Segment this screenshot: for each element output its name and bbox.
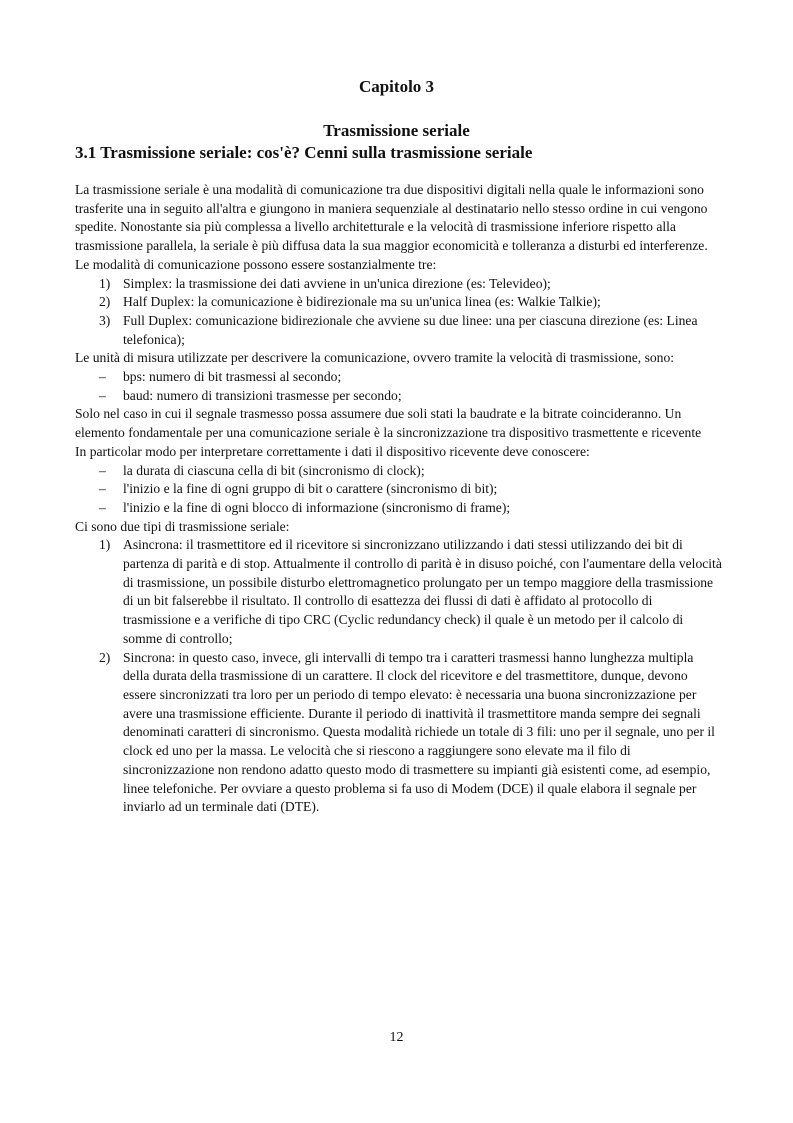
list-item-text: baud: numero di transizioni trasmesse per secondo; <box>123 387 402 403</box>
section-title: Trasmissione seriale <box>323 121 470 140</box>
list-item-text: Half Duplex: la comunicazione è bidirezionale ma su un'unica linea (es: Walkie Talkie); <box>123 294 601 310</box>
list-item-text: bps: numero di bit trasmessi al secondo; <box>123 369 342 385</box>
dash-marker: – <box>99 481 106 497</box>
list-item <box>75 387 723 406</box>
list-marker: 1) <box>99 275 111 291</box>
list-marker: 2) <box>99 294 111 310</box>
list-item <box>75 293 723 312</box>
intro-paragraph: La trasmissione seriale è una modalità di comunicazione tra due dispositivi digitali nella quale le informazioni sono trasferite una in seguito all'altra e giungono in maniera sequenziale al destinatario nello stesso ordine in cui vengono spedite. Nonostante sia più complessa a livello architetturale e la velocità di trasmissione inferiore rispetto alla trasmissione parallela, la seriale è più diffusa data la sua maggior economicità e tolleranza a disturbi ed interferenze. <box>75 182 708 254</box>
sync-paragraph: Solo nel caso in cui il segnale trasmesso possa assumere due soli stati la baudrate e la bitrate coincideranno. Un elemento fondamentale per una comunicazione seriale è la sincronizzazione tra dispositivo trasmettente e ricevente <box>75 406 702 441</box>
list-item-text: Sincrona: in questo caso, invece, gli intervalli di tempo tra i caratteri trasmessi hanno lunghezza multipla della durata della trasmissione di un carattere. Il clock del ricevitore e del trasmettitore, dunque, devono essere sincronizzati tra loro per un periodo di tempo elevato: è necessaria una buona sincronizzazione per avere una trasmissione efficiente. Durante il periodo di inattività il trasmettitore manda sempre dei segnali denominati caratteri di sincronismo. Questa modalità richiede un totale di 3 fili: uno per il segnale, uno per il clock ed uno per la massa. Le velocità che si riescono a raggiungere sono elevate ma il filo di sincronizzazione non rendono adatto questo modo di trasmettere su impianti già esistenti come, ad esempio, linee telefoniche. Per ovviare a questo problema si fa uso di Modem (DCE) il quale elabora il segnale per inviarlo ad un terminale dati (DTE). <box>123 649 715 815</box>
list-item-text: Asincrona: il trasmettitore ed il ricevitore si sincronizzano utilizzando i dati stessi utilizzando dei bit di partenza di parità e di stop. Attualmente il controllo di parità è in disuso poiché, con l'aumentare della velocità di trasmissione, un possibile disturbo elettromagnetico prolungato per un tempo maggiore della trasmissione di un bit falserebbe il risultato. Il controllo di esattezza dei flussi di dati è affidato al protocollo di trasmissione e a verifiche di tipo CRC (Cyclic redundancy check) il quale è un metodo per il calcolo di somme di controllo; <box>123 537 722 646</box>
list-item <box>75 275 723 294</box>
modes-list <box>75 275 723 350</box>
units-intro: Le unità di misura utilizzate per descrivere la comunicazione, ovvero tramite la velocità di trasmissione, sono: <box>75 350 675 366</box>
list-item <box>75 499 723 518</box>
receiver-intro: In particolar modo per interpretare correttamente i dati il dispositivo ricevente deve conoscere: <box>75 443 590 459</box>
list-item <box>75 480 723 499</box>
units-list <box>75 368 723 405</box>
list-item <box>75 368 723 387</box>
list-item-text: Simplex: la trasmissione dei dati avviene in un'unica direzione (es: Televideo); <box>123 275 551 291</box>
types-intro: Ci sono due tipi di trasmissione seriale: <box>75 518 290 534</box>
list-item <box>75 462 723 481</box>
list-item <box>75 312 723 349</box>
dash-marker: – <box>99 369 106 385</box>
list-item-text: l'inizio e la fine di ogni gruppo di bit o carattere (sincronismo di bit); <box>123 481 498 497</box>
list-marker: 3) <box>99 312 111 328</box>
list-item <box>75 536 723 648</box>
list-item-text: l'inizio e la fine di ogni blocco di informazione (sincronismo di frame); <box>123 499 511 515</box>
list-item <box>75 649 723 817</box>
page-number: 12 <box>389 1030 404 1045</box>
chapter-heading: Capitolo 3 <box>358 77 435 96</box>
modes-intro: Le modalità di comunicazione possono essere sostanzialmente tre: <box>75 256 437 272</box>
types-list <box>75 536 723 817</box>
body-text <box>75 181 723 817</box>
list-marker: 2) <box>99 649 111 665</box>
dash-marker: – <box>99 387 106 403</box>
list-marker: 1) <box>99 537 111 553</box>
list-item-text: Full Duplex: comunicazione bidirezionale che avviene su due linee: una per ciascuna direzione (es: Linea telefonica); <box>123 312 698 347</box>
dash-marker: – <box>99 499 106 515</box>
list-item-text: la durata di ciascuna cella di bit (sincronismo di clock); <box>123 462 425 478</box>
subsection-title: 3.1 Trasmissione seriale: cos'è? Cenni sulla trasmissione seriale <box>75 143 533 162</box>
receiver-list <box>75 462 723 518</box>
dash-marker: – <box>99 462 106 478</box>
